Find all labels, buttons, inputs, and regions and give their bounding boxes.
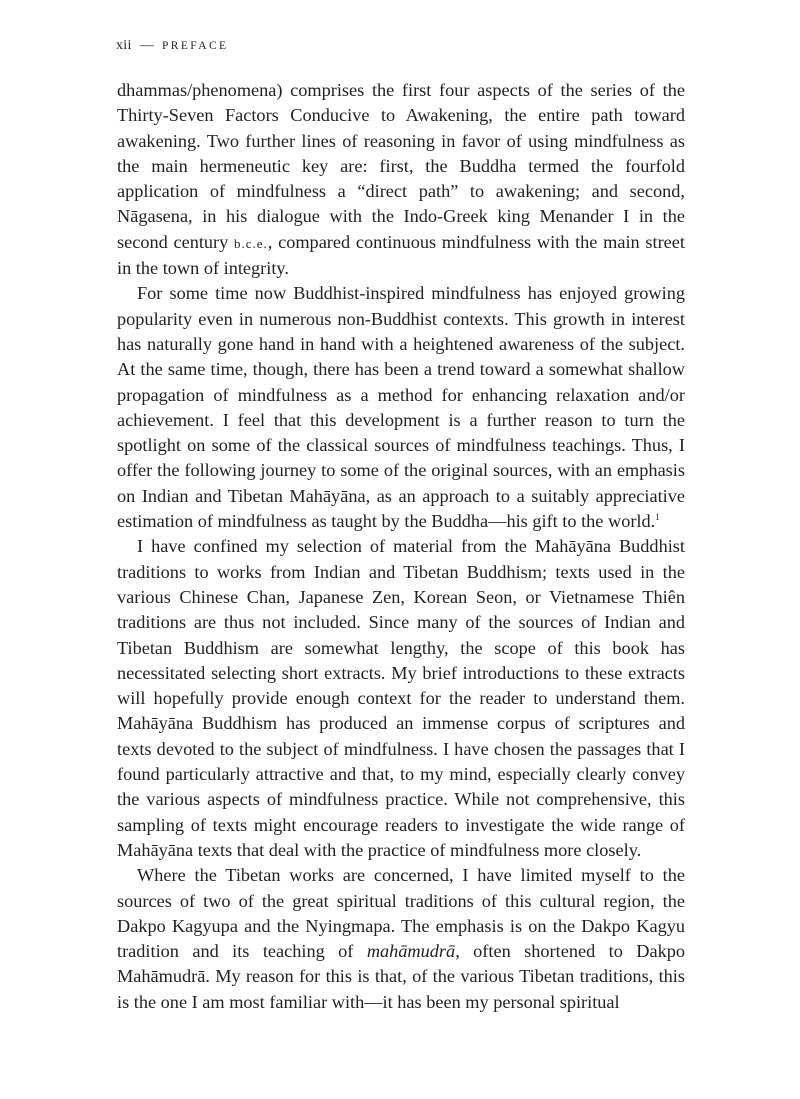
paragraph-text: Where the Tibetan works are concerned, I have limited myself to the sources of two of the great spiritual traditions of this cultural region, the Dakpo Kagyupa and the Nyingmapa. The emphasis is on the Dakpo Kagyu tradition and its teaching of bbox=[117, 865, 685, 962]
page-number: xii bbox=[116, 38, 132, 53]
paragraph-3 bbox=[117, 534, 685, 863]
paragraph-text: For some time now Buddhist-inspired mindfulness has enjoyed growing popularity even in numerous non-Buddhist contexts. This growth in interest has naturally gone hand in hand with a heightened awareness of the subject. At the same time, though, there has been a trend toward a somewhat shallow propagation of mindfulness as a method for enhancing relaxation and/or achievement. I feel that this development is a further reason to turn the spotlight on some of the classical sources of mindfulness teachings. Thus, I offer the following journey to some of the original sources, with an emphasis on Indian and Tibetan Mahāyāna, as an approach to a suitably appreciative estimation of mindfulness as taught by the Buddha—his gift to the world. bbox=[117, 283, 685, 532]
italic-term: mahāmudrā bbox=[366, 941, 456, 962]
paragraph-text: dhammas/phenomena) comprises the first four aspects of the series of the Thirty-Seven Factors Conducive to Awakening, the entire path toward awakening. Two further lines of reasoning in favor of using mindfulness as the main hermeneutic key are: first, the Buddha termed the fourfold application of mindfulness a “direct path” to awakening; and second, Nāgasena, in his dialogue with the Indo-Greek king Menander I in the second century bbox=[117, 80, 685, 252]
body-text bbox=[117, 78, 685, 1015]
paragraph-4 bbox=[117, 863, 685, 1015]
era-abbreviation: b.c.e. bbox=[234, 235, 268, 251]
section-title: PREFACE bbox=[162, 40, 229, 52]
paragraph-text: I have confined my selection of material from the Mahāyāna Buddhist traditions to works from Indian and Tibetan Buddhism; texts used in the various Chinese Chan, Japanese Zen, Korean Seon, or Vietnamese Thiên traditions are thus not included. Since many of the sources of Indian and Tibetan Buddhism are somewhat lengthy, the scope of this book has necessitated selecting short extracts. My brief introductions to these extracts will hopefully provide enough context for the reader to understand them. Mahāyāna Buddhism has produced an immense corpus of scriptures and texts devoted to the subject of mindfulness. I have chosen the passages that I found particularly attractive and that, to my mind, especially clearly convey the various aspects of mindfulness practice. While not comprehensive, this sampling of texts might encourage readers to investigate the wide range of Mahāyāna texts that deal with the practice of mindfulness more closely. bbox=[117, 536, 685, 860]
paragraph-text: , often shortened to Dakpo Mahāmudrā. My reason for this is that, of the various Tibetan traditions, this is the one I am most familiar with—it has been my personal spiritual bbox=[117, 941, 685, 1012]
running-head-separator: — bbox=[139, 38, 154, 53]
paragraph-1 bbox=[117, 78, 685, 281]
footnote-marker[interactable]: 1 bbox=[655, 512, 660, 523]
running-head bbox=[116, 37, 228, 55]
paragraph-2 bbox=[117, 281, 685, 534]
paragraph-text: , compared continuous mindfulness with the main street in the town of integrity. bbox=[117, 231, 685, 279]
